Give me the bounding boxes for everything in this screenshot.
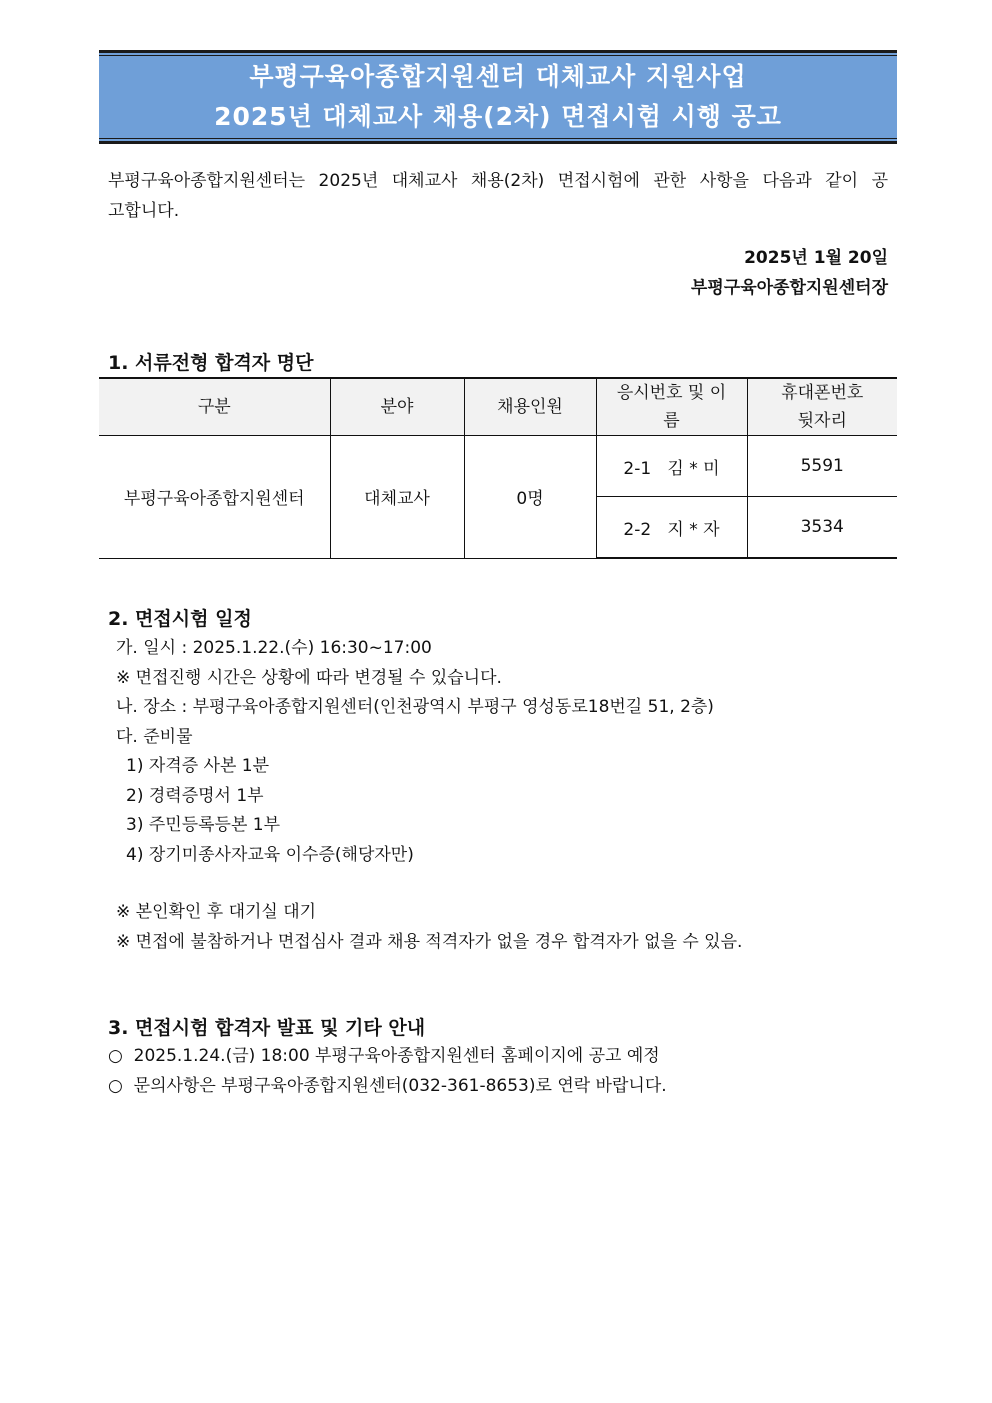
title-line-2: 2025년 대체교사 채용(2차) 면접시험 시행 공고 — [214, 102, 782, 131]
table-row — [99, 436, 897, 497]
schedule-list — [116, 634, 714, 870]
cell-count: 0명 — [464, 436, 596, 559]
announcement-date: 2025년 1월 20일 — [744, 248, 888, 268]
material-item: 3) 주민등록등본 1부 — [126, 815, 281, 835]
signer-name: 부평구육아종합지원센터장 — [690, 278, 888, 298]
schedule-materials-heading: 다. 준비물 — [116, 726, 193, 747]
table-header-row — [99, 378, 897, 436]
cell-phone: 5591 — [747, 436, 897, 497]
header-count: 채용인원 — [464, 378, 596, 436]
header-category: 구분 — [99, 378, 330, 436]
material-item: 4) 장기미종사자교육 이수증(해당자만) — [126, 844, 414, 865]
header-phone — [747, 378, 897, 436]
header-applicant-label: 응시번호 및 이름 — [616, 383, 727, 431]
schedule-note: ※ 면접진행 시간은 상황에 따라 변경될 수 있습니다. — [116, 667, 502, 688]
cell-applicant: 2-2 지 * 자 — [596, 497, 747, 559]
material-item: 1) 자격증 사본 1분 — [126, 756, 270, 776]
cell-applicant: 2-1 김 * 미 — [596, 436, 747, 497]
section3-title: 3. 면접시험 합격자 발표 및 기타 안내 — [108, 1017, 426, 1039]
material-item: 2) 경력증명서 1부 — [126, 785, 264, 806]
schedule-datetime: 가. 일시 : 2025.1.22.(수) 16:30~17:00 — [116, 638, 432, 658]
intro-paragraph: 부평구육아종합지원센터는 2025년 대체교사 채용(2차) 면접시험에 관한 사항을 다음과 같이 공고합니다. — [108, 171, 888, 221]
notes-list — [116, 898, 742, 957]
note-item: ※ 본인확인 후 대기실 대기 — [116, 902, 317, 922]
cell-org: 부평구육아종합지원센터 — [99, 436, 330, 559]
header-field: 분야 — [330, 378, 464, 436]
cell-phone: 3534 — [747, 497, 897, 559]
announcement-item: ○ 2025.1.24.(금) 18:00 부평구육아종합지원센터 홈페이지에 공고 예정 — [108, 1046, 660, 1066]
announcement-list — [108, 1042, 667, 1101]
section1-title: 1. 서류전형 합격자 명단 — [108, 352, 314, 374]
cell-field: 대체교사 — [330, 436, 464, 559]
schedule-place: 나. 장소 : 부평구육아종합지원센터(인천광역시 부평구 영성동로18번길 51, 2층) — [116, 697, 714, 717]
announcement-item: ○ 문의사항은 부평구육아종합지원센터(032-361-8653)로 연락 바랍니다. — [108, 1075, 667, 1096]
note-item: ※ 면접에 불참하거나 면접심사 결과 채용 적격자가 없을 경우 합격자가 없을 수 있음. — [116, 931, 743, 952]
title-line-1: 부평구육아종합지원센터 대체교사 지원사업 — [249, 62, 747, 91]
passer-table — [99, 377, 897, 559]
title-banner — [99, 50, 897, 144]
header-phone-label: 휴대폰번호 뒷자리 — [781, 383, 864, 431]
section2-title: 2. 면접시험 일정 — [108, 608, 252, 630]
header-applicant — [596, 378, 747, 436]
